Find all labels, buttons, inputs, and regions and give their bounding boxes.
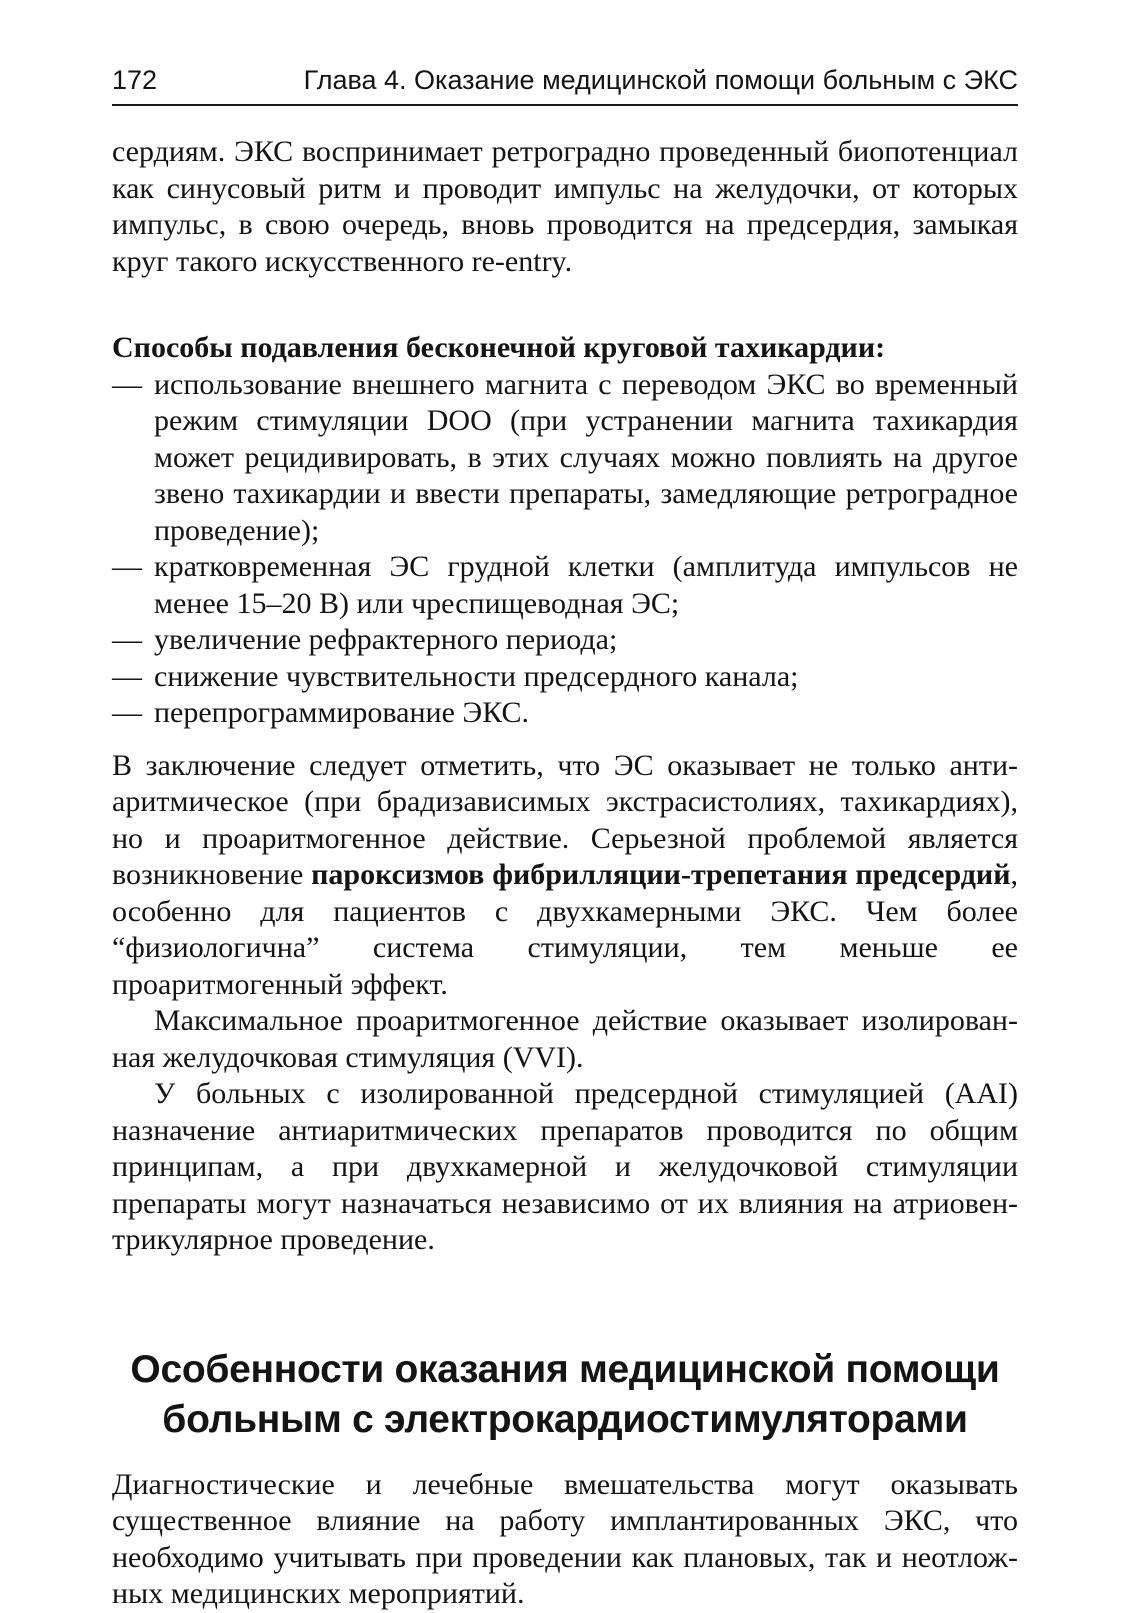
section-heading: Способы подавления бесконечной круговой тахикардии:	[112, 331, 886, 364]
running-title: Глава 4. Оказание медицинской помощи больным с ЭКС	[303, 65, 1018, 95]
body-text	[112, 134, 1018, 1613]
paragraph-max-proarrhythmic: Максимальное проаритмогенное действие оказывает изолированная желудочковая стимуляция (VVI).	[112, 1004, 1018, 1074]
list-item-text: использование внешнего магнита с переводом ЭКС во временный режим стимуляции DOO (при устранении магнита тахикардия может рецидивировать, в этих случаях можно повлиять на другое звено тахикардии и ввести препараты, замедляющие ретроградное проведение);	[154, 367, 1018, 547]
list-dash: —	[112, 367, 142, 401]
list-item-text: снижение чувствительности предсердного канала;	[154, 659, 799, 693]
list-dash: —	[112, 696, 142, 729]
book-page	[112, 60, 1018, 1613]
page-number: 172	[112, 65, 158, 95]
running-header	[112, 60, 1018, 106]
title-line-1: Особенности оказания медицинской помощи	[130, 1347, 1000, 1391]
suppression-methods-list	[112, 367, 1018, 732]
list-item-text: перепрограммирование ЭКС.	[154, 696, 529, 729]
list-item	[112, 695, 1018, 732]
title-line-2: больным с электрокардиостимуляторами	[162, 1397, 968, 1441]
paragraph-continuation: сердиям. ЭКС воспринимает ретроградно проведенный биопотенциал как синусовый ритм и проводит импульс на желудочки, от которых импульс, в свою очередь, вновь проводится на предсердия, замыкая круг такого искусственного re-entry.	[112, 135, 1018, 278]
emphasized-term: пароксизмов фибрилляции-трепетания предсердий	[311, 858, 1011, 891]
conclusion-text-start: В заключение следует отметить, что ЭС оказывает не только антиаритмическое (при брадизависимых экстрасистолиях, тахикардиях), но и проаритмогенное действие. Серьезной проблемой является возникновение	[112, 748, 1018, 891]
conclusion-paragraph	[112, 748, 1018, 1004]
paragraph-aai: У больных с изолированной предсердной стимуляцией (AAI) назначение антиаритмических препаратов проводится по общим принципам, а при двухкамерной и желудочковой стимуляции препараты могут назначаться независимо от их влияния на атриовентрикулярное проведение.	[112, 1077, 1018, 1256]
chapter-section-title	[112, 1345, 1018, 1445]
list-item	[112, 367, 1018, 550]
list-item-text: увеличение рефрактерного периода;	[154, 623, 618, 656]
intro-paragraph: Диагностические и лечебные вмешательства могут оказывать существенное влияние на работу имплантированных ЭКС, что необходимо учитывать при проведении как плановых, так и неотложных медицинских мероприятий.	[112, 1467, 1018, 1610]
list-item	[112, 659, 1018, 696]
list-item	[112, 622, 1018, 659]
list-item-text: кратковременная ЭС грудной клетки (амплитуда импульсов не менее 15–20 В) или чреспищеводная ЭС;	[154, 550, 1018, 620]
list-dash: —	[112, 623, 142, 656]
list-item	[112, 549, 1018, 622]
list-dash: —	[112, 659, 142, 693]
list-dash: —	[112, 550, 142, 583]
conclusion-text-end: , особенно для пациентов с двухкамерными ЭКС. Чем более “физиологична” система стимуляции, тем меньше ее проаритмогенный эффект.	[112, 858, 1018, 1001]
